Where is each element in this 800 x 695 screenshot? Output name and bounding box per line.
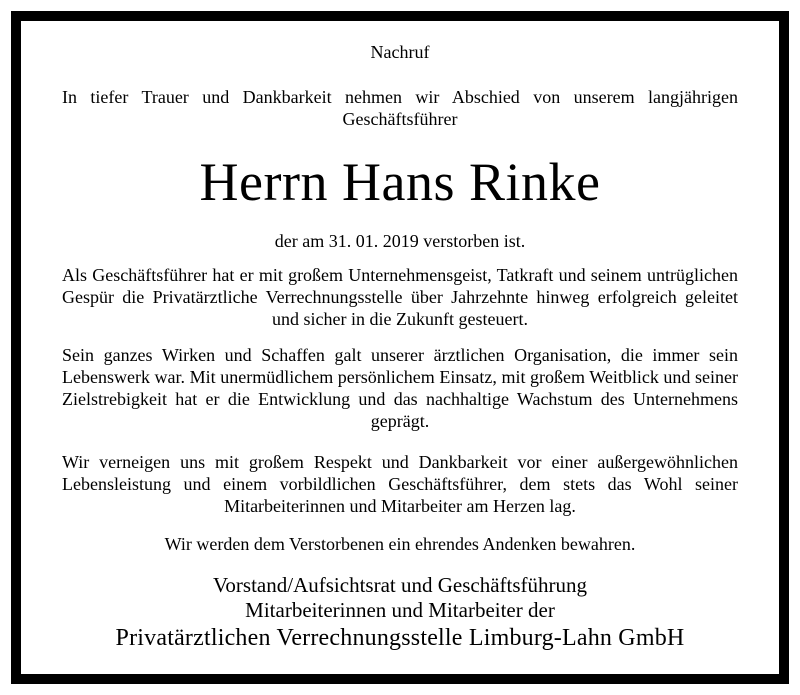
paragraph-respect: Wir verneigen uns mit großem Respekt und Dankbarkeit vor einer außergewöhnlichen Lebensleistung und einem vorbildlichen Geschäftsführer, dem stets das Wohl seiner Mitarbeiterinnen und Mitarbeiter am Herzen lag. xyxy=(62,452,738,516)
signature-board: Vorstand/Aufsichtsrat und Geschäftsführung xyxy=(212,573,588,597)
notice-heading: Nachruf xyxy=(370,42,430,62)
farewell-line: Wir werden dem Verstorbenen ein ehrendes Andenken bewahren. xyxy=(164,534,636,554)
signature-staff: Mitarbeiterinnen und Mitarbeiter der xyxy=(245,598,555,622)
paragraph-lifework: Sein ganzes Wirken und Schaffen galt unserer ärztlichen Organisation, die immer sein Lebenswerk war. Mit unermüdlichem persönlichem Einsatz, mit großem Weitblick und seiner Zielstrebigkeit hat er die Entwicklung und das nachhaltige Wachstum des Unternehmens geprägt. xyxy=(62,345,738,431)
deceased-name: Herrn Hans Rinke xyxy=(199,152,601,212)
date-of-death: der am 31. 01. 2019 verstorben ist. xyxy=(274,231,526,251)
signature-organization: Privatärztlichen Verrechnungsstelle Limburg-Lahn GmbH xyxy=(115,625,685,651)
intro-text: In tiefer Trauer und Dankbarkeit nehmen wir Abschied von unserem langjährigen Geschäftsführer xyxy=(62,87,738,129)
paragraph-leadership: Als Geschäftsführer hat er mit großem Unternehmensgeist, Tatkraft und seinem untrüglichen Gespür die Privatärztliche Verrechnungsstelle über Jahrzehnte hinweg erfolgreich geleitet und sicher in die Zukunft gesteuert. xyxy=(62,265,738,329)
